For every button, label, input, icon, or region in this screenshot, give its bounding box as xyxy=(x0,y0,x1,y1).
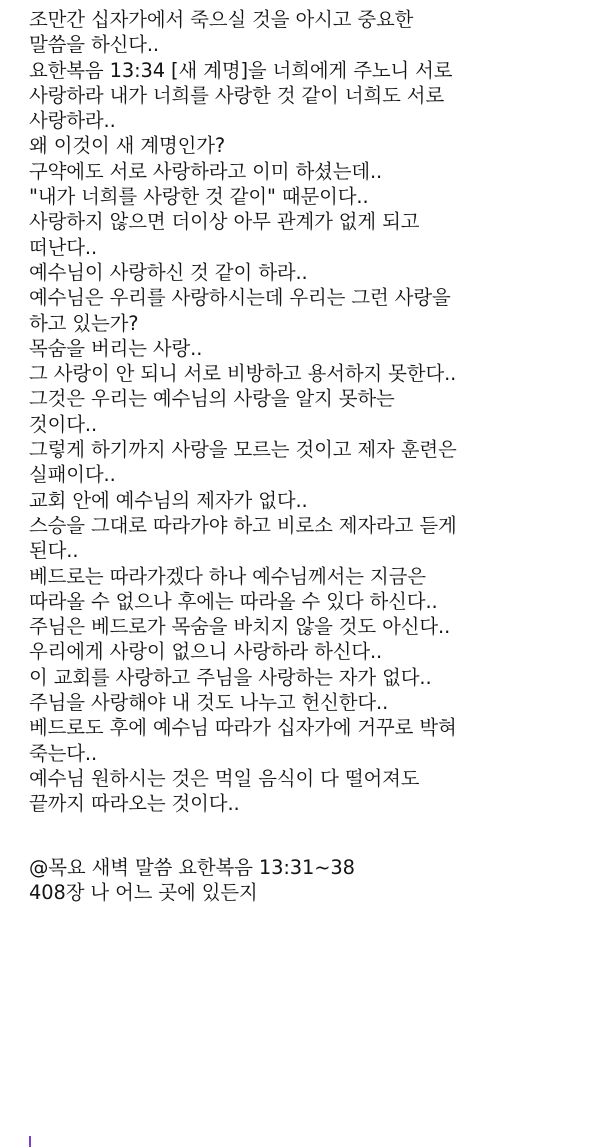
text-line: 떠난다.. xyxy=(29,235,98,259)
text-line: 사랑하라 내가 너희를 사랑한 것 같이 너희도 서로 xyxy=(29,83,445,107)
text-line: 예수님 원하시는 것은 먹일 음식이 다 떨어져도 xyxy=(29,766,420,790)
text-line: 따라올 수 없으나 후에는 따라올 수 있다 하신다.. xyxy=(29,589,438,613)
text-line: 베드로는 따라가겠다 하나 예수님께서는 지금은 xyxy=(29,564,426,588)
text-line: 죽는다.. xyxy=(29,741,98,765)
sermon-reference: @목요 새벽 말씀 요한복음 13:31~38 xyxy=(29,855,355,879)
text-line: 그 사랑이 안 되니 서로 비방하고 용서하지 못한다.. xyxy=(29,362,457,386)
text-line: 것이다.. xyxy=(29,412,98,436)
text-line: 주님은 베드로가 목숨을 바치지 않을 것도 아신다.. xyxy=(29,615,451,639)
text-line: 구약에도 서로 사랑하라고 이미 하셨는데.. xyxy=(29,159,383,183)
note-body xyxy=(29,7,594,905)
blank-gap xyxy=(29,817,594,855)
text-line: 목숨을 버리는 사랑.. xyxy=(29,336,203,360)
text-line: 예수님은 우리를 사랑하시는데 우리는 그런 사랑을 xyxy=(29,286,451,310)
text-line: 그것은 우리는 예수님의 사랑을 알지 못하는 xyxy=(29,387,395,411)
text-line: 베드로도 후에 예수님 따라가 십자가에 거꾸로 박혀 xyxy=(29,716,457,740)
text-line: 된다.. xyxy=(29,539,79,563)
text-line: 하고 있는가? xyxy=(29,311,139,335)
note-footer xyxy=(29,855,594,906)
text-line: 그렇게 하기까지 사랑을 모르는 것이고 제자 훈련은 xyxy=(29,438,457,462)
text-line: 왜 이것이 새 계명인가? xyxy=(29,134,226,158)
text-line: 스승을 그대로 따라가야 하고 비로소 제자라고 듣게 xyxy=(29,513,457,537)
text-line: 사랑하지 않으면 더이상 아무 관계가 없게 되고 xyxy=(29,210,420,234)
text-line: 끝까지 따라오는 것이다.. xyxy=(29,792,240,816)
text-line: 사랑하라.. xyxy=(29,109,116,133)
text-line: 요한복음 13:34 [새 계명]을 너희에게 주노니 서로 xyxy=(29,58,453,82)
text-line: 예수님이 사랑하신 것 같이 하라.. xyxy=(29,260,308,284)
hymn-reference: 408장 나 어느 곳에 있든지 xyxy=(29,880,258,904)
text-cursor xyxy=(29,1136,31,1147)
text-line: 말씀을 하신다.. xyxy=(29,33,159,57)
text-line: "내가 너희를 사랑한 것 같이" 때문이다.. xyxy=(29,185,369,209)
text-line: 주님을 사랑해야 내 것도 나누고 헌신한다.. xyxy=(29,691,389,715)
text-line: 조만간 십자가에서 죽으실 것을 아시고 중요한 xyxy=(29,8,414,31)
text-line: 우리에게 사랑이 없으니 사랑하라 하신다.. xyxy=(29,640,383,664)
text-line: 실패이다.. xyxy=(29,463,116,487)
text-line: 이 교회를 사랑하고 주님을 사랑하는 자가 없다.. xyxy=(29,665,432,689)
text-line: 교회 안에 예수님의 제자가 없다.. xyxy=(29,488,308,512)
